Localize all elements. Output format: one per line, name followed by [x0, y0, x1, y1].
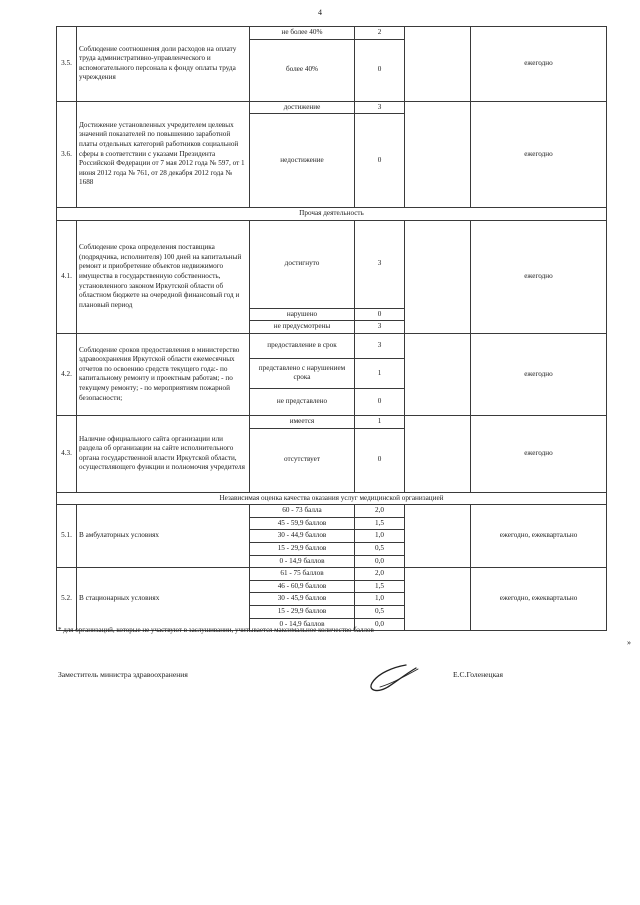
row-number: 5.2. — [57, 568, 77, 631]
score-cell: 1,0 — [355, 530, 405, 543]
row-5-1 — [57, 505, 607, 518]
score-cell: 2 — [355, 27, 405, 40]
condition-cell: достижение — [250, 101, 355, 114]
score-cell: 0 — [355, 428, 405, 492]
row-number: 3.6. — [57, 101, 77, 208]
score-cell: 3 — [355, 101, 405, 114]
criterion-text: В стационарных условиях — [77, 568, 250, 631]
row-number: 4.3. — [57, 415, 77, 492]
score-cell: 2,0 — [355, 568, 405, 581]
condition-cell: 30 - 45,9 баллов — [250, 593, 355, 606]
empty-cell — [405, 505, 471, 568]
condition-cell: достигнуто — [250, 220, 355, 308]
condition-cell: предоставление в срок — [250, 333, 355, 358]
criterion-text: Наличие официального сайта организации или раздела об организации на сайте исполнительного органа государственной власти Иркутской области, осуществляющего функции и полномочия учредителя — [77, 415, 250, 492]
criterion-text: В амбулаторных условиях — [77, 505, 250, 568]
score-cell: 1,5 — [355, 580, 405, 593]
score-cell: 3 — [355, 321, 405, 334]
signatory-name: Е.С.Голенецкая — [453, 670, 504, 679]
criterion-text: Соблюдение сроков предоставления в министерство здравоохранения Иркутской области ежемесячных отчетов по освоению средств текущего года:- по капитальному ремонту и проектным работам; - по текущему ремонту; - по мероприятиям пожарной безопасности; — [77, 333, 250, 415]
frequency-cell: ежегодно — [471, 220, 607, 333]
empty-cell — [405, 333, 471, 415]
condition-cell: не более 40% — [250, 27, 355, 40]
row-3-5 — [57, 27, 607, 40]
criterion-text: Соблюдение срока определения поставщика (подрядчика, исполнителя) 100 дней на капитальный ремонт и приобретение объектов недвижимого имущества в государственную собственность, установленного законом Иркутской области об областном бюджете на очередной финансовый год и плановый период — [77, 220, 250, 333]
signatory-title: Заместитель министра здравоохранения — [58, 670, 188, 679]
empty-cell — [405, 568, 471, 631]
frequency-cell: ежегодно — [471, 27, 607, 102]
condition-cell: 0 - 14,9 баллов — [250, 555, 355, 568]
condition-cell: 0 - 14,9 баллов — [250, 618, 355, 631]
condition-cell: представлено с нарушением срока — [250, 358, 355, 388]
page-number: 4 — [318, 8, 322, 17]
criterion-text: Соблюдение соотношения доли расходов на оплату труда административно-управленческого и вспомогательного персонала к фонду оплаты труда учреждения — [77, 27, 250, 102]
score-cell: 2,0 — [355, 505, 405, 518]
empty-cell — [405, 220, 471, 333]
score-cell: 0 — [355, 388, 405, 415]
row-4-1 — [57, 220, 607, 308]
condition-cell: 45 - 59,9 баллов — [250, 517, 355, 530]
condition-cell: 15 - 29,9 баллов — [250, 605, 355, 618]
row-number: 3.5. — [57, 27, 77, 102]
score-cell: 3 — [355, 220, 405, 308]
score-cell: 0,5 — [355, 605, 405, 618]
frequency-cell: ежегодно — [471, 415, 607, 492]
condition-cell: нарушено — [250, 308, 355, 321]
condition-cell: недостижение — [250, 114, 355, 208]
handwritten-signature — [360, 657, 422, 697]
frequency-cell: ежегодно — [471, 101, 607, 208]
row-4-3 — [57, 415, 607, 428]
section-header-quality: Независимая оценка качества оказания услуг медицинской организацией — [57, 492, 607, 505]
row-5-2 — [57, 568, 607, 581]
condition-cell: 30 - 44,9 баллов — [250, 530, 355, 543]
row-number: 5.1. — [57, 505, 77, 568]
score-cell: 0 — [355, 114, 405, 208]
criteria-table — [56, 26, 607, 631]
score-cell: 0,0 — [355, 618, 405, 631]
condition-cell: 15 - 29,9 баллов — [250, 542, 355, 555]
score-cell: 1,0 — [355, 593, 405, 606]
row-4-2 — [57, 333, 607, 358]
row-3-6 — [57, 101, 607, 114]
section-header-other: Прочая деятельность — [57, 208, 607, 221]
condition-cell: 61 - 75 баллов — [250, 568, 355, 581]
empty-cell — [405, 415, 471, 492]
condition-cell: 60 - 73 балла — [250, 505, 355, 518]
closing-quote: » — [627, 638, 631, 647]
score-cell: 3 — [355, 333, 405, 358]
score-cell: 0,5 — [355, 542, 405, 555]
frequency-cell: ежегодно — [471, 333, 607, 415]
condition-cell: отсутствует — [250, 428, 355, 492]
empty-cell — [405, 27, 471, 102]
score-cell: 1 — [355, 415, 405, 428]
score-cell: 0 — [355, 39, 405, 101]
row-number: 4.2. — [57, 333, 77, 415]
frequency-cell: ежегодно, ежеквартально — [471, 505, 607, 568]
condition-cell: более 40% — [250, 39, 355, 101]
score-cell: 1 — [355, 358, 405, 388]
score-cell: 0,0 — [355, 555, 405, 568]
condition-cell: имеется — [250, 415, 355, 428]
frequency-cell: ежегодно, ежеквартально — [471, 568, 607, 631]
condition-cell: 46 - 60,9 баллов — [250, 580, 355, 593]
score-cell: 0 — [355, 308, 405, 321]
footnote: * для организаций, которые не участвуют в заслушивании, учитывается максимальное количество баллов — [58, 626, 374, 634]
empty-cell — [405, 101, 471, 208]
condition-cell: не предусмотрены — [250, 321, 355, 334]
criterion-text: Достижение установленных учредителем целевых значений показателей по повышению заработной платы отдельных категорий работников социальной сферы в соответствии с указами Президента Российской Федерации от 7 мая 2012 года № 597, от 1 июня 2012 года № 761, от 28 декабря 2012 года № 1688 — [77, 101, 250, 208]
score-cell: 1,5 — [355, 517, 405, 530]
row-number: 4.1. — [57, 220, 77, 333]
condition-cell: не представлено — [250, 388, 355, 415]
